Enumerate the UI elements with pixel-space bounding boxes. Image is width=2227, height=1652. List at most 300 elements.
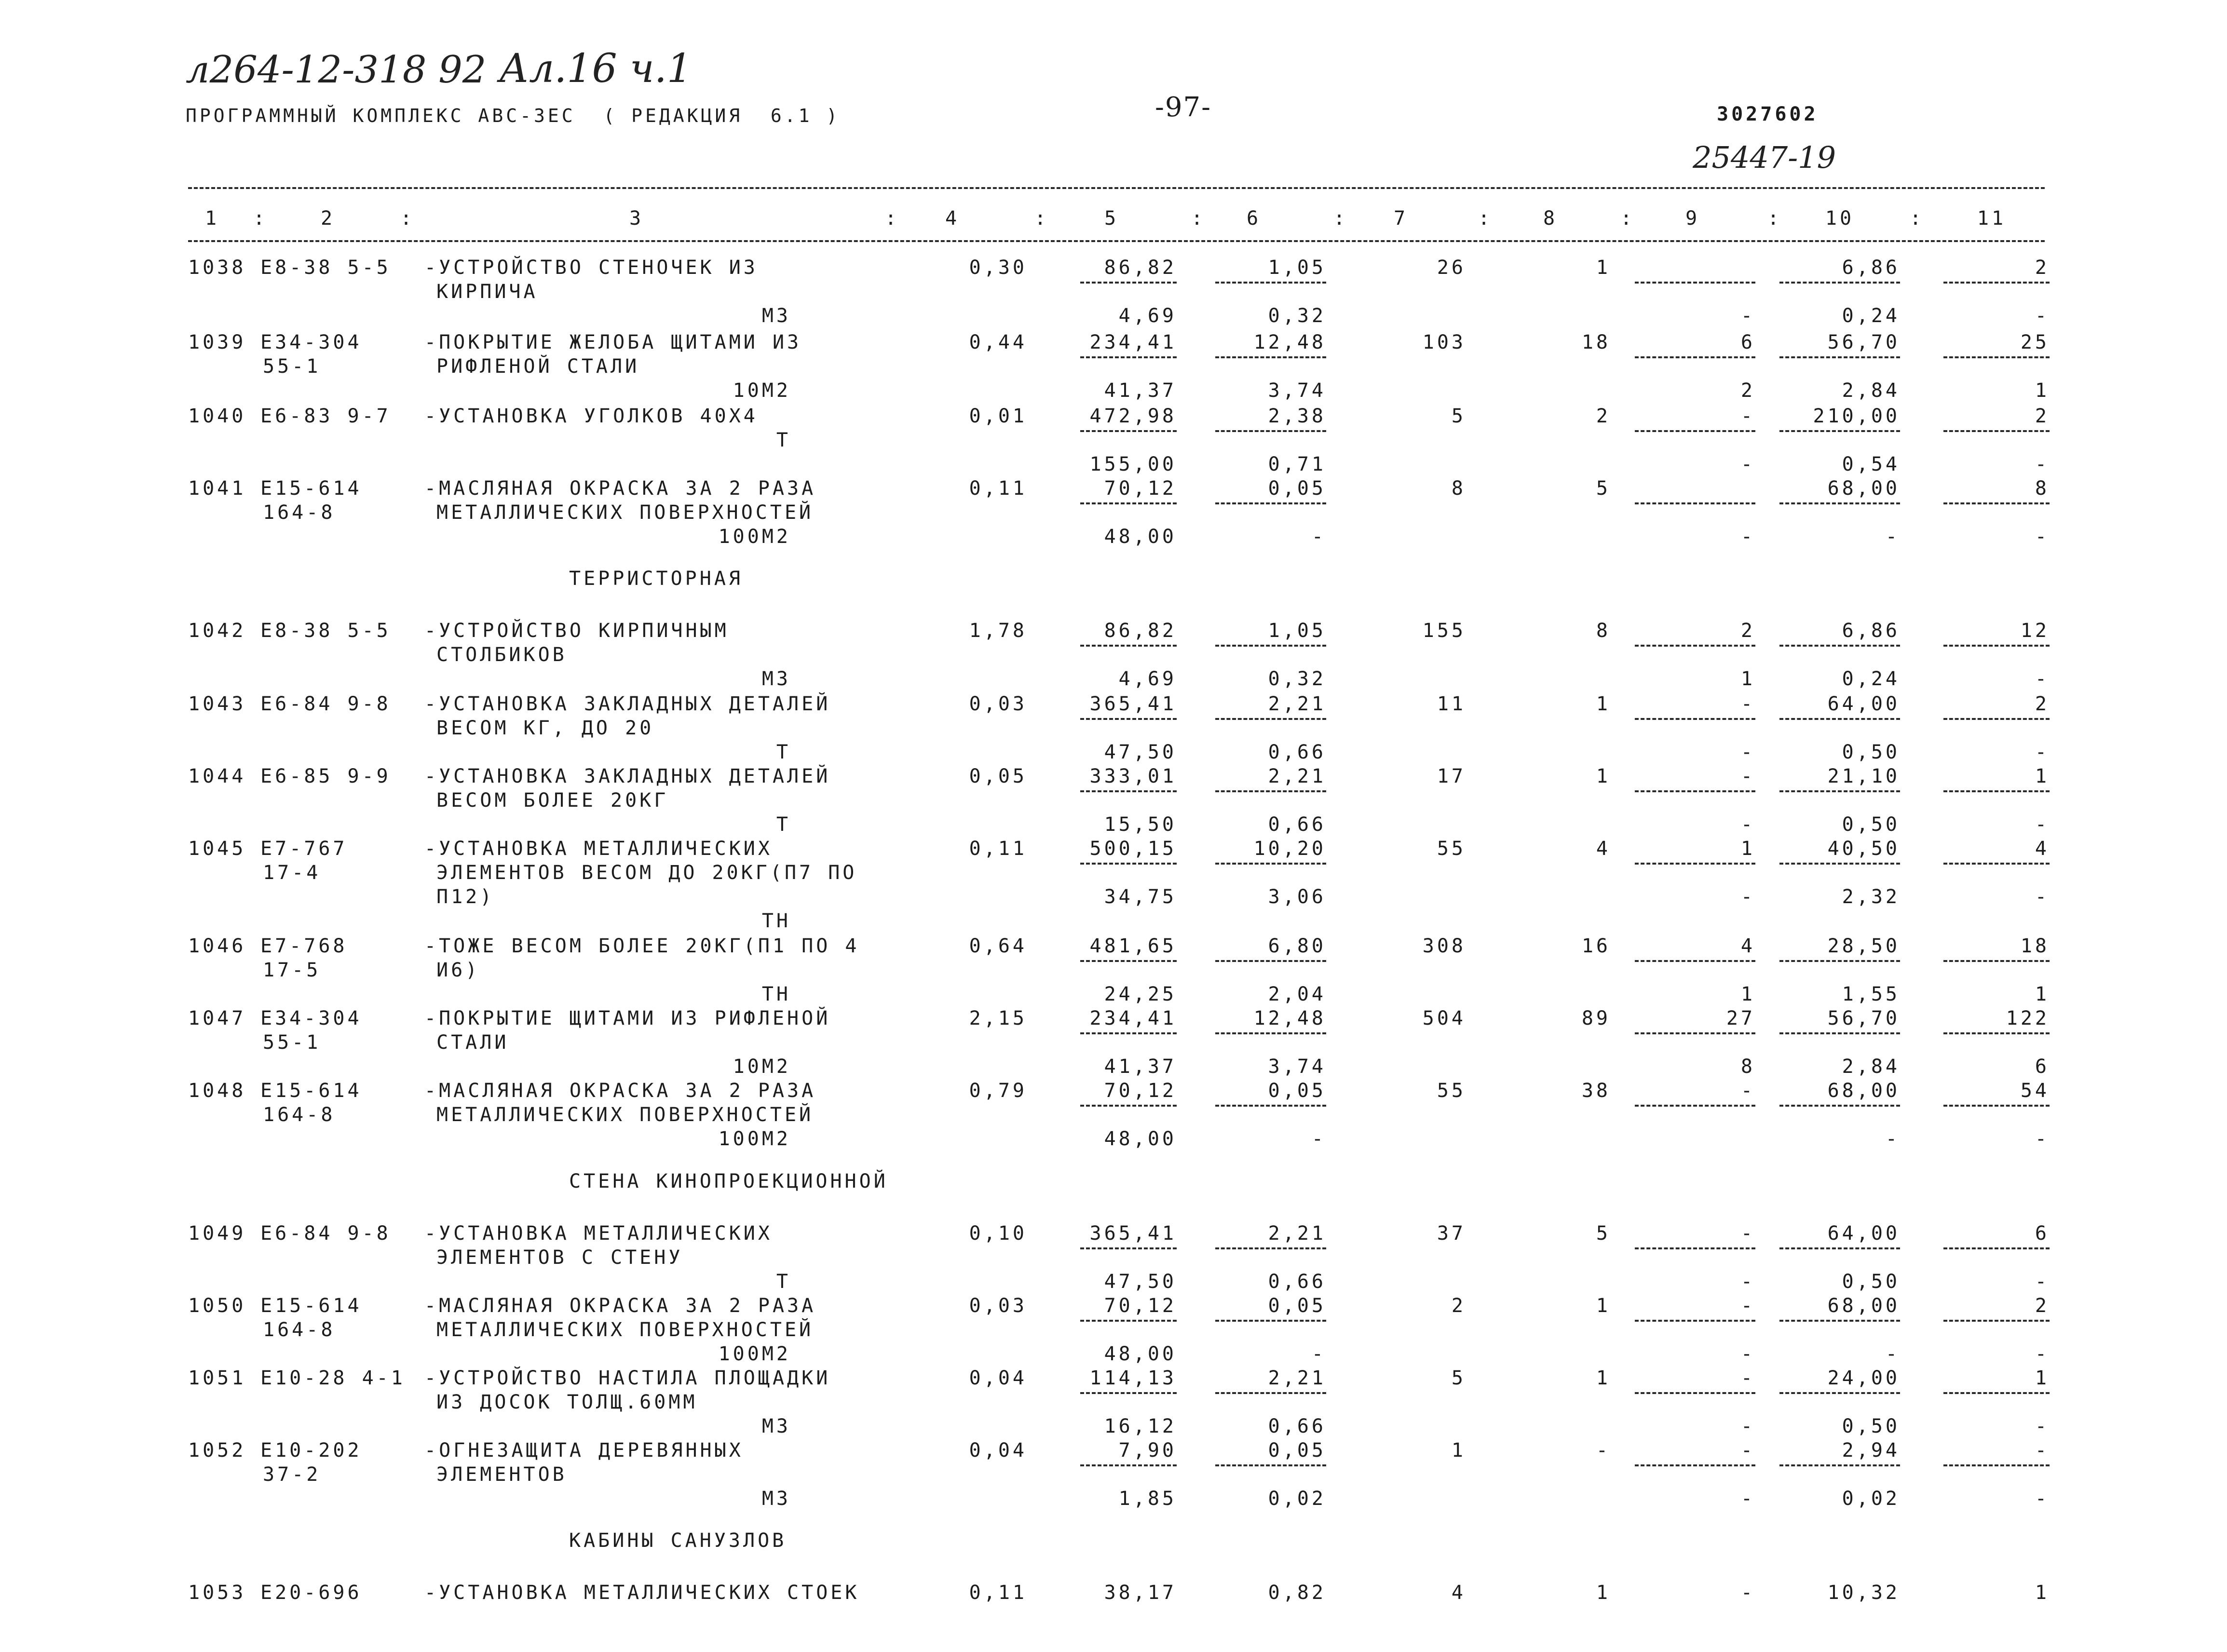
unit-cost-machine-value: 34,75 bbox=[1104, 886, 1177, 908]
subtotal-rule bbox=[1635, 960, 1755, 962]
row-number: 1050 bbox=[188, 1295, 246, 1317]
unit-of-measure: Т bbox=[776, 741, 791, 763]
subtotal-rule bbox=[1215, 718, 1326, 720]
total-wage-value: 1 bbox=[1596, 693, 1611, 715]
labor-value: 21,10 bbox=[1827, 765, 1900, 787]
rate-code: E6-83 9-7 bbox=[260, 405, 391, 427]
total-wage-value: 5 bbox=[1596, 477, 1611, 500]
unit-cost-machine-value: 47,50 bbox=[1104, 1271, 1177, 1293]
quantity-value: 0,30 bbox=[969, 257, 1027, 279]
labor-value: 210,00 bbox=[1813, 405, 1900, 427]
wage-value: 1,05 bbox=[1268, 620, 1326, 642]
total-labor-sub-value: - bbox=[2035, 741, 2050, 763]
total-labor-sub-value: - bbox=[2035, 886, 2050, 908]
row-number: 1047 bbox=[188, 1007, 246, 1029]
labor-sub-value: - bbox=[1885, 1343, 1900, 1365]
machine-sub-value: - bbox=[1740, 1488, 1755, 1510]
rate-subcode: 55-1 bbox=[263, 355, 321, 378]
work-description: СТОЛБИКОВ bbox=[436, 644, 567, 666]
work-description: -МАСЛЯНАЯ ОКРАСКА ЗА 2 РАЗА bbox=[424, 477, 816, 500]
total-cost-value: 17 bbox=[1437, 765, 1466, 787]
row-number: 1042 bbox=[188, 620, 246, 642]
subtotal-rule bbox=[1080, 790, 1177, 792]
subtotal-rule bbox=[1635, 1105, 1755, 1107]
total-cost-value: 1 bbox=[1451, 1439, 1466, 1462]
wage-value: 2,21 bbox=[1268, 693, 1326, 715]
unit-cost-value: 472,98 bbox=[1089, 405, 1177, 427]
machine-cost-value: 1 bbox=[1740, 838, 1755, 860]
wage-machine-value: 2,04 bbox=[1268, 983, 1326, 1005]
unit-cost-value: 38,17 bbox=[1104, 1582, 1177, 1604]
row-number: 1045 bbox=[188, 838, 246, 860]
total-labor-sub-value: - bbox=[2035, 1128, 2050, 1150]
subtotal-rule bbox=[1943, 1392, 2050, 1394]
rate-code: E15-614 bbox=[260, 477, 362, 500]
total-labor-sub-value: - bbox=[2035, 305, 2050, 327]
rate-code: E8-38 5-5 bbox=[260, 620, 391, 642]
quantity-value: 0,01 bbox=[969, 405, 1027, 427]
total-cost-value: 5 bbox=[1451, 405, 1466, 427]
subtotal-rule bbox=[1779, 502, 1900, 504]
machine-cost-value: 2 bbox=[1740, 620, 1755, 642]
total-cost-value: 5 bbox=[1451, 1367, 1466, 1389]
subtotal-rule bbox=[1635, 645, 1755, 647]
unit-of-measure: М3 bbox=[761, 1488, 791, 1510]
machine-sub-value: 2 bbox=[1740, 379, 1755, 402]
labor-sub-value: 2,32 bbox=[1842, 886, 1900, 908]
subtotal-rule bbox=[1635, 282, 1755, 284]
unit-cost-value: 7,90 bbox=[1118, 1439, 1177, 1462]
wage-machine-value: 0,32 bbox=[1268, 305, 1326, 327]
rate-subcode: 164-8 bbox=[263, 1104, 336, 1126]
quantity-value: 0,79 bbox=[969, 1080, 1027, 1102]
machine-cost-value: 27 bbox=[1726, 1007, 1755, 1029]
column-separator: : bbox=[1034, 207, 1049, 230]
total-cost-value: 2 bbox=[1451, 1295, 1466, 1317]
unit-cost-value: 86,82 bbox=[1104, 620, 1177, 642]
subtotal-rule bbox=[1779, 1247, 1900, 1249]
wage-machine-value: 0,02 bbox=[1268, 1488, 1326, 1510]
work-description: -УСТРОЙСТВО КИРПИЧНЫМ bbox=[424, 620, 729, 642]
column-separator: : bbox=[1191, 207, 1206, 230]
labor-sub-value: 0,24 bbox=[1842, 668, 1900, 690]
work-description: МЕТАЛЛИЧЕСКИХ ПОВЕРХНОСТЕЙ bbox=[436, 501, 814, 524]
subtotal-rule bbox=[1943, 1464, 2050, 1466]
column-header-4: 4 bbox=[945, 207, 960, 230]
quantity-value: 0,44 bbox=[969, 331, 1027, 353]
wage-value: 6,80 bbox=[1268, 935, 1326, 957]
work-description: РИФЛЕНОЙ СТАЛИ bbox=[436, 355, 640, 378]
labor-value: 68,00 bbox=[1827, 1295, 1900, 1317]
subtotal-rule bbox=[1215, 645, 1326, 647]
total-wage-value: 38 bbox=[1581, 1080, 1611, 1102]
unit-cost-machine-value: 16,12 bbox=[1104, 1415, 1177, 1437]
total-cost-value: 11 bbox=[1437, 693, 1466, 715]
subtotal-rule bbox=[1779, 645, 1900, 647]
total-cost-value: 55 bbox=[1437, 1080, 1466, 1102]
labor-sub-value: 0,02 bbox=[1842, 1488, 1900, 1510]
work-description: ЭЛЕМЕНТОВ ВЕСОМ ДО 20КГ(П7 ПО bbox=[436, 862, 857, 884]
labor-sub-value: - bbox=[1885, 1128, 1900, 1150]
wage-machine-value: 0,66 bbox=[1268, 1415, 1326, 1437]
total-wage-value: 8 bbox=[1596, 620, 1611, 642]
rate-subcode: 17-5 bbox=[263, 959, 321, 981]
work-description: -УСТАНОВКА МЕТАЛЛИЧЕСКИХ bbox=[424, 1222, 773, 1245]
total-labor-sub-value: 1 bbox=[2035, 379, 2050, 402]
unit-cost-machine-value: 48,00 bbox=[1104, 1343, 1177, 1365]
column-header-5: 5 bbox=[1104, 207, 1119, 230]
rate-code: E34-304 bbox=[260, 331, 362, 353]
work-description: МЕТАЛЛИЧЕСКИХ ПОВЕРХНОСТЕЙ bbox=[436, 1104, 814, 1126]
subtotal-rule bbox=[1215, 502, 1326, 504]
row-number: 1051 bbox=[188, 1367, 246, 1389]
unit-of-measure: ТН bbox=[761, 983, 791, 1005]
subtotal-rule bbox=[1215, 1105, 1326, 1107]
total-labor-value: 1 bbox=[2035, 765, 2050, 787]
subtotal-rule bbox=[1635, 1320, 1755, 1322]
rate-subcode: 55-1 bbox=[263, 1031, 321, 1054]
subtotal-rule bbox=[1080, 430, 1177, 432]
work-description: -УСТАНОВКА УГОЛКОВ 40Х4 bbox=[424, 405, 758, 427]
total-cost-value: 308 bbox=[1422, 935, 1466, 957]
subtotal-rule bbox=[1080, 718, 1177, 720]
unit-cost-value: 333,01 bbox=[1089, 765, 1177, 787]
machine-cost-value: - bbox=[1740, 405, 1755, 427]
total-wage-value: 89 bbox=[1581, 1007, 1611, 1029]
total-labor-value: - bbox=[2035, 1439, 2050, 1462]
total-labor-value: 2 bbox=[2035, 257, 2050, 279]
total-cost-value: 4 bbox=[1451, 1582, 1466, 1604]
unit-of-measure: М3 bbox=[761, 668, 791, 690]
machine-sub-value: - bbox=[1740, 813, 1755, 836]
machine-cost-value: - bbox=[1740, 1367, 1755, 1389]
labor-value: 2,94 bbox=[1842, 1439, 1900, 1462]
labor-value: 64,00 bbox=[1827, 693, 1900, 715]
column-separator: : bbox=[253, 207, 268, 230]
rate-subcode: 17-4 bbox=[263, 862, 321, 884]
column-header-7: 7 bbox=[1393, 207, 1409, 230]
work-description: ЭЛЕМЕНТОВ С СТЕНУ bbox=[436, 1246, 683, 1269]
subtotal-rule bbox=[1779, 356, 1900, 358]
work-description: И6) bbox=[436, 959, 480, 981]
wage-machine-value: 0,32 bbox=[1268, 668, 1326, 690]
subtotal-rule bbox=[1080, 960, 1177, 962]
handwritten-number: 25447-19 bbox=[1693, 140, 1836, 175]
wage-machine-value: - bbox=[1311, 1128, 1326, 1150]
subtotal-rule bbox=[1635, 718, 1755, 720]
rate-code: E10-202 bbox=[260, 1439, 362, 1462]
rate-subcode: 164-8 bbox=[263, 1319, 336, 1341]
subtotal-rule bbox=[1635, 1032, 1755, 1034]
wage-value: 2,21 bbox=[1268, 765, 1326, 787]
subtotal-rule bbox=[1779, 718, 1900, 720]
labor-sub-value: 2,84 bbox=[1842, 1056, 1900, 1078]
total-wage-value: 1 bbox=[1596, 1582, 1611, 1604]
total-wage-value: 4 bbox=[1596, 838, 1611, 860]
subtotal-rule bbox=[1080, 502, 1177, 504]
total-wage-value: - bbox=[1596, 1439, 1611, 1462]
total-labor-sub-value: - bbox=[2035, 1271, 2050, 1293]
subtotal-rule bbox=[1080, 645, 1177, 647]
column-header-2: 2 bbox=[320, 207, 336, 230]
work-description: -ПОКРЫТИЕ ЩИТАМИ ИЗ РИФЛЕНОЙ bbox=[424, 1007, 831, 1029]
total-labor-value: 54 bbox=[2020, 1080, 2050, 1102]
total-cost-value: 37 bbox=[1437, 1222, 1466, 1245]
unit-cost-machine-value: 41,37 bbox=[1104, 379, 1177, 402]
subtotal-rule bbox=[1943, 430, 2050, 432]
unit-cost-machine-value: 41,37 bbox=[1104, 1056, 1177, 1078]
wage-value: 1,05 bbox=[1268, 257, 1326, 279]
labor-sub-value: 0,50 bbox=[1842, 813, 1900, 836]
total-wage-value: 16 bbox=[1581, 935, 1611, 957]
total-labor-sub-value: - bbox=[2035, 1343, 2050, 1365]
wage-machine-value: 0,66 bbox=[1268, 1271, 1326, 1293]
unit-of-measure: М3 bbox=[761, 305, 791, 327]
subtotal-rule bbox=[1779, 282, 1900, 284]
machine-cost-value: - bbox=[1740, 1080, 1755, 1102]
column-header-3: 3 bbox=[629, 207, 644, 230]
labor-value: 28,50 bbox=[1827, 935, 1900, 957]
subtotal-rule bbox=[1779, 1032, 1900, 1034]
rate-code: E10-28 4-1 bbox=[260, 1367, 406, 1389]
subtotal-rule bbox=[1080, 1320, 1177, 1322]
quantity-value: 0,11 bbox=[969, 1582, 1027, 1604]
column-header-11: 11 bbox=[1977, 207, 2007, 230]
work-description: -ТОЖЕ ВЕСОМ БОЛЕЕ 20КГ(П1 ПО 4 bbox=[424, 935, 860, 957]
total-labor-value: 8 bbox=[2035, 477, 2050, 500]
labor-sub-value: 0,50 bbox=[1842, 1271, 1900, 1293]
rate-code: E15-614 bbox=[260, 1080, 362, 1102]
work-description: -УСТАНОВКА ЗАКЛАДНЫХ ДЕТАЛЕЙ bbox=[424, 693, 831, 715]
unit-of-measure: Т bbox=[776, 429, 791, 451]
wage-value: 2,21 bbox=[1268, 1367, 1326, 1389]
subtotal-rule bbox=[1215, 1320, 1326, 1322]
subtotal-rule bbox=[1943, 960, 2050, 962]
subtotal-rule bbox=[1635, 1464, 1755, 1466]
rate-code: E15-614 bbox=[260, 1295, 362, 1317]
labor-sub-value: - bbox=[1885, 526, 1900, 548]
total-labor-value: 12 bbox=[2020, 620, 2050, 642]
wage-machine-value: 3,06 bbox=[1268, 886, 1326, 908]
total-labor-value: 2 bbox=[2035, 405, 2050, 427]
subtotal-rule bbox=[1779, 430, 1900, 432]
unit-cost-machine-value: 1,85 bbox=[1118, 1488, 1177, 1510]
unit-cost-machine-value: 48,00 bbox=[1104, 1128, 1177, 1150]
work-description: -УСТРОЙСТВО НАСТИЛА ПЛОЩАДКИ bbox=[424, 1367, 831, 1389]
rate-code: E34-304 bbox=[260, 1007, 362, 1029]
work-description: -УСТАНОВКА МЕТАЛЛИЧЕСКИХ СТОЕК bbox=[424, 1582, 860, 1604]
rate-code: E6-84 9-8 bbox=[260, 693, 391, 715]
wage-value: 10,20 bbox=[1253, 838, 1326, 860]
quantity-value: 0,10 bbox=[969, 1222, 1027, 1245]
rate-subcode: 37-2 bbox=[263, 1463, 321, 1486]
column-separator: : bbox=[1910, 207, 1925, 230]
machine-cost-value: - bbox=[1740, 1582, 1755, 1604]
unit-cost-value: 500,15 bbox=[1089, 838, 1177, 860]
subtotal-rule bbox=[1635, 1392, 1755, 1394]
labor-sub-value: 1,55 bbox=[1842, 983, 1900, 1005]
handwritten-reference: л264-12-318 92 bbox=[186, 48, 487, 92]
total-labor-sub-value: - bbox=[2035, 453, 2050, 475]
labor-value: 6,86 bbox=[1842, 620, 1900, 642]
labor-value: 24,00 bbox=[1827, 1367, 1900, 1389]
unit-cost-machine-value: 15,50 bbox=[1104, 813, 1177, 836]
column-header-1: 1 bbox=[204, 207, 220, 230]
wage-value: 0,05 bbox=[1268, 1295, 1326, 1317]
unit-cost-value: 70,12 bbox=[1104, 1295, 1177, 1317]
unit-cost-value: 86,82 bbox=[1104, 257, 1177, 279]
subtotal-rule bbox=[1779, 1320, 1900, 1322]
machine-sub-value: - bbox=[1740, 453, 1755, 475]
total-labor-sub-value: 1 bbox=[2035, 983, 2050, 1005]
subtotal-rule bbox=[1215, 790, 1326, 792]
section-heading: КАБИНЫ САНУЗЛОВ bbox=[569, 1530, 787, 1552]
unit-cost-value: 114,13 bbox=[1089, 1367, 1177, 1389]
total-labor-sub-value: 6 bbox=[2035, 1056, 2050, 1078]
quantity-value: 0,64 bbox=[969, 935, 1027, 957]
column-separator: : bbox=[1478, 207, 1493, 230]
wage-machine-value: 0,71 bbox=[1268, 453, 1326, 475]
quantity-value: 0,04 bbox=[969, 1367, 1027, 1389]
rate-code: E7-767 bbox=[260, 838, 348, 860]
machine-cost-value: 6 bbox=[1740, 331, 1755, 353]
total-labor-sub-value: - bbox=[2035, 526, 2050, 548]
work-description: ВЕСОМ КГ, ДО 20 bbox=[436, 717, 654, 739]
section-heading: СТЕНА КИНОПРОЕКЦИОННОЙ bbox=[569, 1170, 888, 1192]
subtotal-rule bbox=[1215, 1032, 1326, 1034]
unit-cost-value: 365,41 bbox=[1089, 693, 1177, 715]
document-code: 3027602 bbox=[1717, 103, 1819, 125]
labor-value: 10,32 bbox=[1827, 1582, 1900, 1604]
machine-sub-value: 1 bbox=[1740, 668, 1755, 690]
column-separator: : bbox=[885, 207, 900, 230]
subtotal-rule bbox=[1080, 282, 1177, 284]
unit-cost-value: 234,41 bbox=[1089, 1007, 1177, 1029]
total-cost-value: 8 bbox=[1451, 477, 1466, 500]
wage-machine-value: 3,74 bbox=[1268, 379, 1326, 402]
quantity-value: 0,03 bbox=[969, 693, 1027, 715]
column-separator: : bbox=[1333, 207, 1348, 230]
subtotal-rule bbox=[1635, 790, 1755, 792]
labor-value: 68,00 bbox=[1827, 1080, 1900, 1102]
wage-value: 2,38 bbox=[1268, 405, 1326, 427]
unit-of-measure: 10М2 bbox=[733, 1056, 791, 1078]
total-cost-value: 103 bbox=[1422, 331, 1466, 353]
labor-sub-value: 0,50 bbox=[1842, 1415, 1900, 1437]
quantity-value: 2,15 bbox=[969, 1007, 1027, 1029]
total-cost-value: 504 bbox=[1422, 1007, 1466, 1029]
work-description: ИЗ ДОСОК ТОЛЩ.60ММ bbox=[436, 1391, 698, 1413]
subtotal-rule bbox=[1943, 1320, 2050, 1322]
subtotal-rule bbox=[1943, 1247, 2050, 1249]
machine-sub-value: - bbox=[1740, 886, 1755, 908]
total-labor-value: 1 bbox=[2035, 1367, 2050, 1389]
wage-value: 12,48 bbox=[1253, 1007, 1326, 1029]
total-cost-value: 26 bbox=[1437, 257, 1466, 279]
row-number: 1043 bbox=[188, 693, 246, 715]
subtotal-rule bbox=[1635, 1247, 1755, 1249]
wage-value: 12,48 bbox=[1253, 331, 1326, 353]
unit-cost-machine-value: 48,00 bbox=[1104, 526, 1177, 548]
total-labor-sub-value: - bbox=[2035, 668, 2050, 690]
unit-cost-value: 70,12 bbox=[1104, 1080, 1177, 1102]
unit-cost-value: 234,41 bbox=[1089, 331, 1177, 353]
total-wage-value: 1 bbox=[1596, 1367, 1611, 1389]
program-header: ПРОГРАММНЫЙ КОМПЛЕКС АВС-3ЕС ( РЕДАКЦИЯ 6.1 ) bbox=[186, 105, 841, 126]
machine-cost-value: 4 bbox=[1740, 935, 1755, 957]
rate-code: E8-38 5-5 bbox=[260, 257, 391, 279]
unit-of-measure: Т bbox=[776, 1271, 791, 1293]
labor-value: 56,70 bbox=[1827, 1007, 1900, 1029]
subtotal-rule bbox=[1943, 356, 2050, 358]
subtotal-rule bbox=[1943, 790, 2050, 792]
handwritten-album: Ал.16 ч.1 bbox=[499, 46, 693, 92]
unit-cost-machine-value: 4,69 bbox=[1118, 668, 1177, 690]
subtotal-rule bbox=[1215, 430, 1326, 432]
labor-value: 68,00 bbox=[1827, 477, 1900, 500]
rate-code: E7-768 bbox=[260, 935, 348, 957]
wage-value: 0,05 bbox=[1268, 1439, 1326, 1462]
unit-cost-value: 365,41 bbox=[1089, 1222, 1177, 1245]
subtotal-rule bbox=[1635, 356, 1755, 358]
work-description: КИРПИЧА bbox=[436, 281, 538, 303]
rate-code: E6-85 9-9 bbox=[260, 765, 391, 787]
wage-value: 0,05 bbox=[1268, 477, 1326, 500]
column-separator: : bbox=[400, 207, 415, 230]
row-number: 1039 bbox=[188, 331, 246, 353]
unit-of-measure: ТН bbox=[761, 910, 791, 932]
work-description: -МАСЛЯНАЯ ОКРАСКА ЗА 2 РАЗА bbox=[424, 1295, 816, 1317]
unit-of-measure: 10М2 bbox=[733, 379, 791, 402]
rate-code: E6-84 9-8 bbox=[260, 1222, 391, 1245]
row-number: 1053 bbox=[188, 1582, 246, 1604]
total-labor-sub-value: - bbox=[2035, 813, 2050, 836]
unit-cost-value: 70,12 bbox=[1104, 477, 1177, 500]
labor-value: 64,00 bbox=[1827, 1222, 1900, 1245]
subtotal-rule bbox=[1215, 1247, 1326, 1249]
unit-cost-machine-value: 4,69 bbox=[1118, 305, 1177, 327]
quantity-value: 0,05 bbox=[969, 765, 1027, 787]
column-separator: : bbox=[1767, 207, 1782, 230]
unit-of-measure: 100М2 bbox=[718, 1343, 791, 1365]
subtotal-rule bbox=[1080, 356, 1177, 358]
wage-machine-value: - bbox=[1311, 526, 1326, 548]
machine-cost-value: - bbox=[1740, 693, 1755, 715]
total-wage-value: 1 bbox=[1596, 1295, 1611, 1317]
table-top-rule bbox=[188, 187, 2045, 189]
column-header-9: 9 bbox=[1685, 207, 1700, 230]
subtotal-rule bbox=[1635, 863, 1755, 865]
machine-sub-value: - bbox=[1740, 1415, 1755, 1437]
total-labor-value: 6 bbox=[2035, 1222, 2050, 1245]
machine-sub-value: 1 bbox=[1740, 983, 1755, 1005]
subtotal-rule bbox=[1215, 356, 1326, 358]
wage-machine-value: - bbox=[1311, 1343, 1326, 1365]
quantity-value: 0,11 bbox=[969, 838, 1027, 860]
unit-of-measure: Т bbox=[776, 813, 791, 836]
work-description: СТАЛИ bbox=[436, 1031, 509, 1054]
row-number: 1046 bbox=[188, 935, 246, 957]
work-description: -УСТАНОВКА ЗАКЛАДНЫХ ДЕТАЛЕЙ bbox=[424, 765, 831, 787]
total-wage-value: 1 bbox=[1596, 765, 1611, 787]
row-number: 1052 bbox=[188, 1439, 246, 1462]
subtotal-rule bbox=[1080, 1105, 1177, 1107]
labor-sub-value: 0,50 bbox=[1842, 741, 1900, 763]
subtotal-rule bbox=[1943, 645, 2050, 647]
subtotal-rule bbox=[1779, 960, 1900, 962]
machine-sub-value: - bbox=[1740, 1343, 1755, 1365]
subtotal-rule bbox=[1080, 1247, 1177, 1249]
